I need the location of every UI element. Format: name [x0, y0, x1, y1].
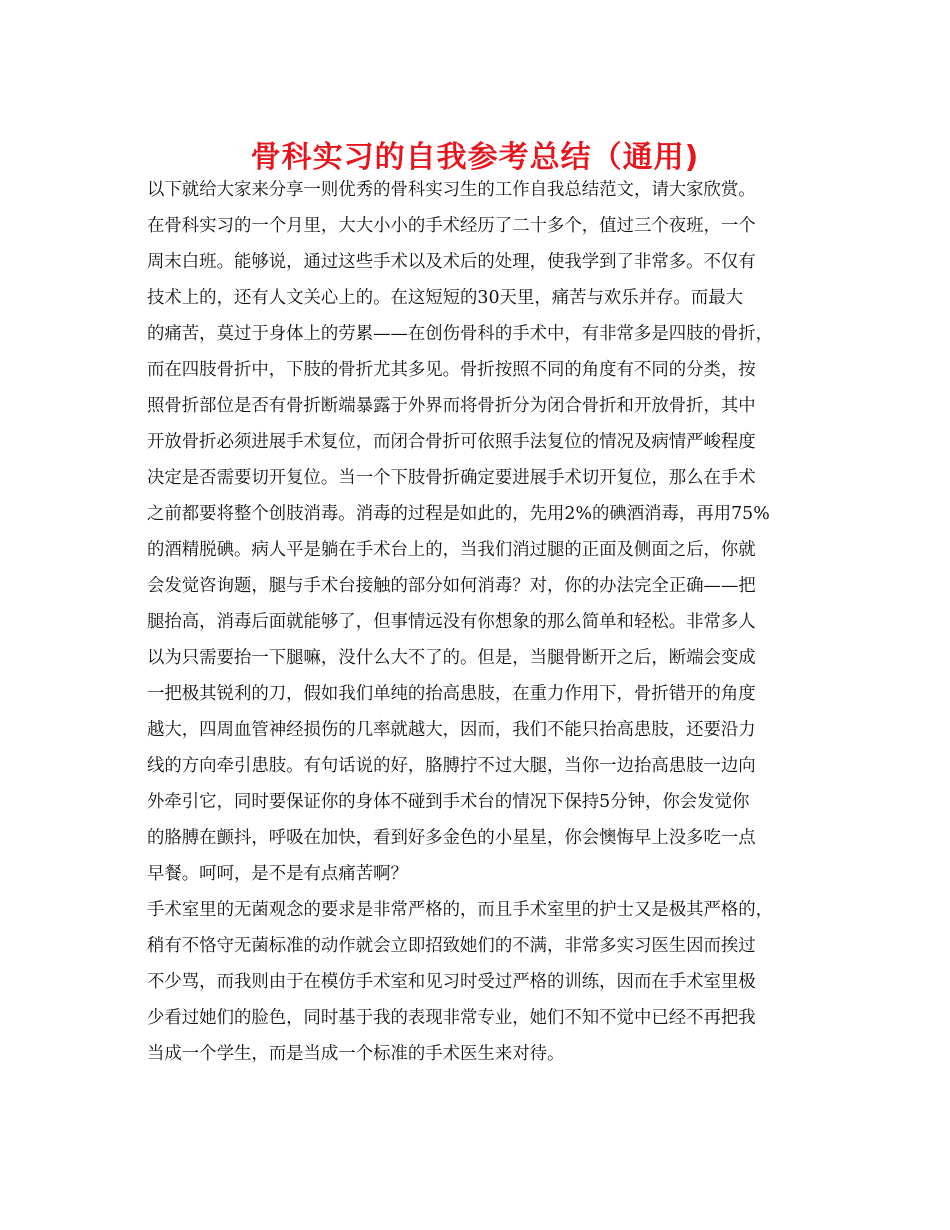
- body-line: 决定是否需要切开复位。当一个下肢骨折确定要进展手术切开复位，那么在手术: [147, 468, 756, 488]
- body-line: 不少骂，而我则由于在模仿手术室和见习时受过严格的训练，因而在手术室里极: [147, 972, 756, 992]
- body-line: 以下就给大家来分享一则优秀的骨科实习生的工作自我总结范文，请大家欣赏。: [147, 180, 756, 200]
- body-line: 外牵引它，同时要保证你的身体不碰到手术台的情况下保持5分钟，你会发觉你: [147, 792, 750, 812]
- body-line: 稍有不恪守无菌标准的动作就会立即招致她们的不满，非常多实习医生因而挨过: [147, 936, 756, 956]
- body-line: 技术上的，还有人文关心上的。在这短短的30天里，痛苦与欢乐并存。而最大: [147, 288, 744, 308]
- body-line: 开放骨折必须进展手术复位，而闭合骨折可依照手法复位的情况及病情严峻程度: [147, 432, 756, 452]
- body-line: 照骨折部位是否有骨折断端暴露于外界而将骨折分为闭合骨折和开放骨折，其中: [147, 396, 756, 416]
- body-line: 周末白班。能够说，通过这些手术以及术后的处理，使我学到了非常多。不仅有: [147, 252, 756, 272]
- body-line: 在骨科实习的一个月里，大大小小的手术经历了二十多个，值过三个夜班，一个: [147, 216, 756, 236]
- body-line: 当成一个学生，而是当成一个标准的手术医生来对待。: [147, 1044, 565, 1064]
- document-title: 骨科实习的自我参考总结（通用): [250, 140, 700, 175]
- body-line: 的痛苦，莫过于身体上的劳累——在创伤骨科的手术中，有非常多是四肢的骨折，: [147, 324, 774, 344]
- body-line: 一把极其锐利的刀，假如我们单纯的抬高患肢，在重力作用下，骨折错开的角度: [147, 684, 756, 704]
- body-line: 越大，四周血管神经损伤的几率就越大，因而，我们不能只抬高患肢，还要沿力: [147, 720, 756, 740]
- body-line: 线的方向牵引患肢。有句话说的好，胳膊拧不过大腿，当你一边抬高患肢一边向: [147, 756, 756, 776]
- body-line: 腿抬高，消毒后面就能够了，但事情远没有你想象的那么简单和轻松。非常多人: [147, 612, 756, 632]
- body-line: 以为只需要抬一下腿嘛，没什么大不了的。但是，当腿骨断开之后，断端会变成: [147, 648, 756, 668]
- body-line: 之前都要将整个创肢消毒。消毒的过程是如此的，先用2%的碘酒消毒，再用75%: [147, 504, 770, 524]
- body-line: 早餐。呵呵，是不是有点痛苦啊？: [147, 864, 408, 884]
- body-line: 手术室里的无菌观念的要求是非常严格的，而且手术室里的护士又是极其严格的，: [147, 900, 774, 920]
- body-line: 会发觉咨询题，腿与手术台接触的部分如何消毒？对，你的办法完全正确——把: [147, 576, 756, 596]
- body-line: 少看过她们的脸色，同时基于我的表现非常专业，她们不知不觉中已经不再把我: [147, 1008, 756, 1028]
- body-line: 的胳膊在颤抖，呼吸在加快，看到好多金色的小星星，你会懊悔早上没多吃一点: [147, 828, 756, 848]
- body-line: 而在四肢骨折中，下肢的骨折尤其多见。骨折按照不同的角度有不同的分类，按: [147, 360, 756, 380]
- body-line: 的酒精脱碘。病人平是躺在手术台上的，当我们消过腿的正面及侧面之后，你就: [147, 540, 756, 560]
